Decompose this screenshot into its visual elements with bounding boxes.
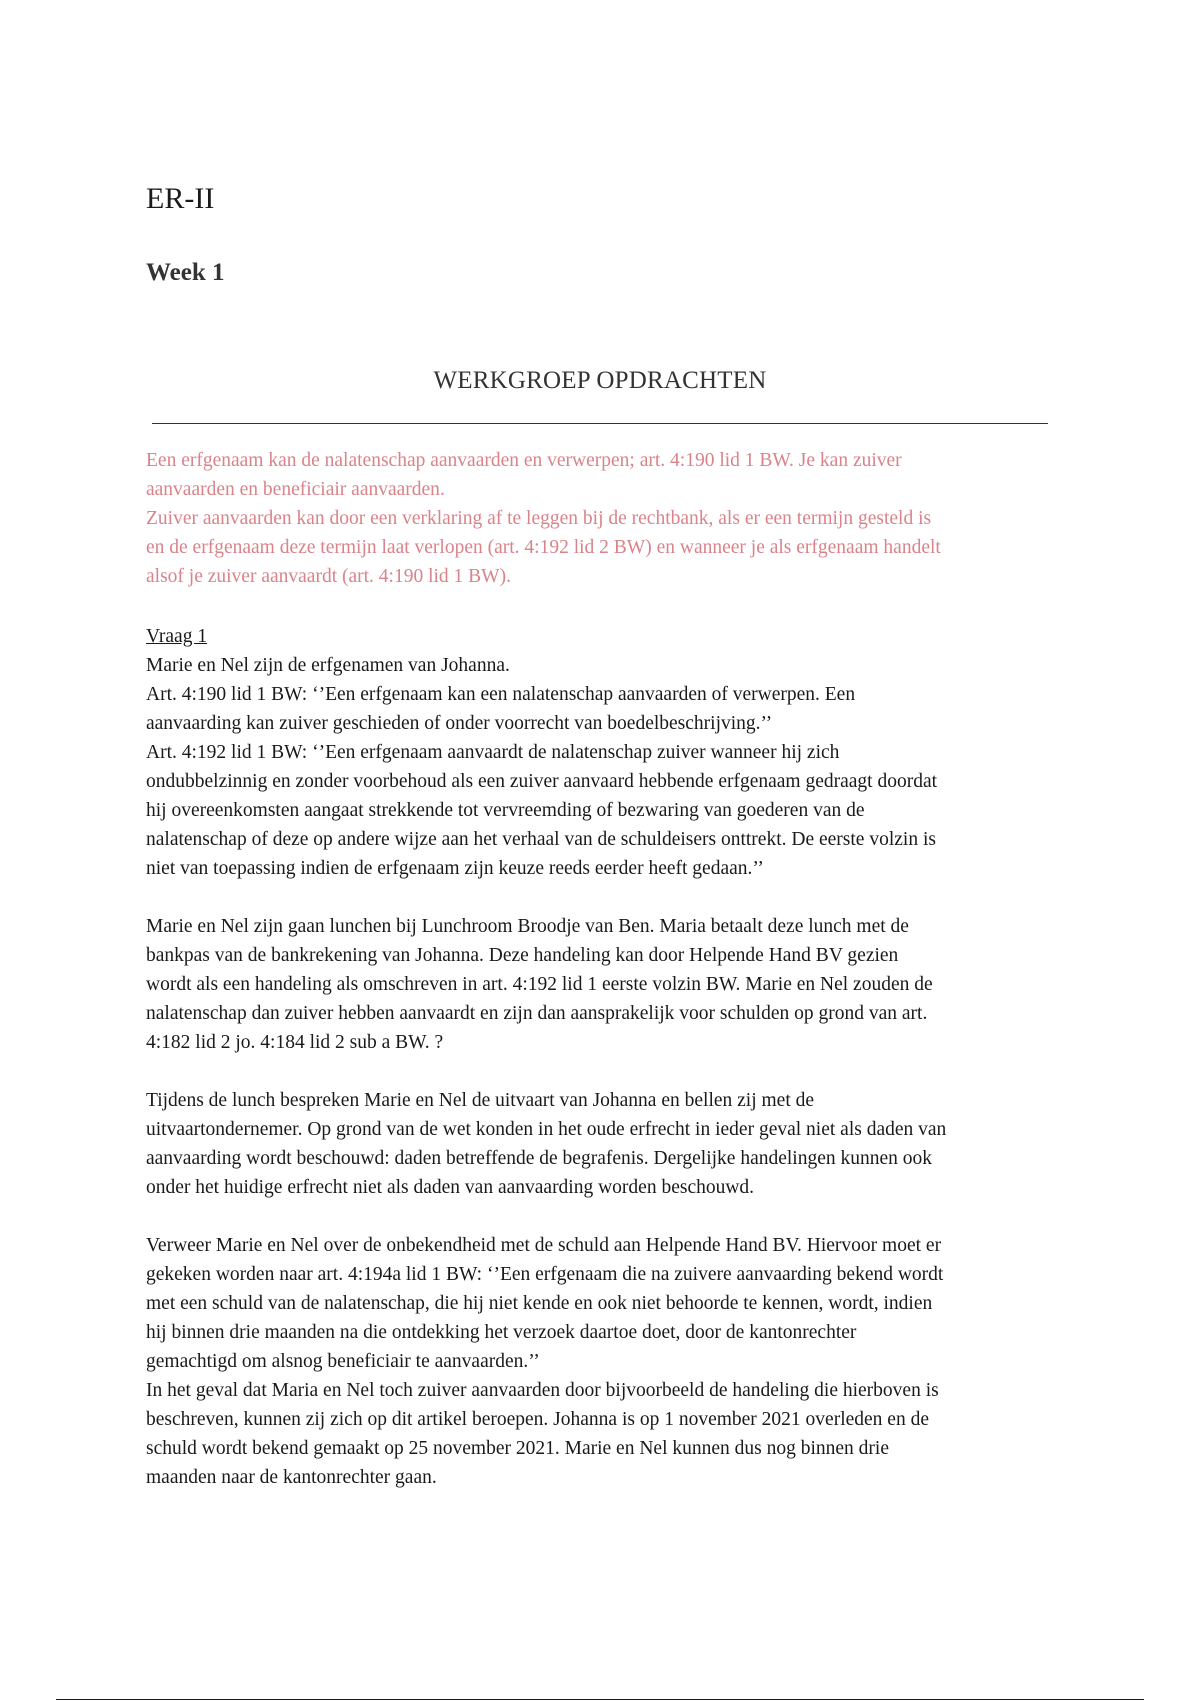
intro-line: en de erfgenaam deze termijn laat verlopen (art. 4:192 lid 2 BW) en wanneer je als erfgenaam handelt bbox=[146, 537, 941, 558]
question-paragraph-1-line: niet van toepassing indien de erfgenaam zijn keuze reeds eerder heeft gedaan.’’ bbox=[146, 858, 764, 879]
question-paragraph-4-line: Verweer Marie en Nel over de onbekendheid met de schuld aan Helpende Hand BV. Hiervoor moet er bbox=[146, 1235, 942, 1256]
question-paragraph-2-line: bankpas van de bankrekening van Johanna. Deze handeling kan door Helpende Hand BV gezien bbox=[146, 945, 899, 966]
section-title: WERKGROEP OPDRACHTEN bbox=[433, 367, 767, 394]
question-paragraph-4-line: met een schuld van de nalatenschap, die hij niet kende en ook niet behoorde te kennen, wordt, indien bbox=[146, 1293, 933, 1314]
question-paragraph-1-line: hij overeenkomsten aangaat strekkende tot vervreemding of bezwaring van goederen van de bbox=[146, 800, 865, 821]
question-paragraph-4-line: beschreven, kunnen zij zich op dit artikel beroepen. Johanna is op 1 november 2021 overleden en de bbox=[146, 1409, 929, 1430]
week-heading: Week 1 bbox=[146, 259, 225, 286]
paragraph-gap bbox=[146, 1057, 1066, 1086]
question-paragraph-3-line: Tijdens de lunch bespreken Marie en Nel de uitvaart van Johanna en bellen zij met de bbox=[146, 1090, 815, 1111]
question-paragraph-4-line: schuld wordt bekend gemaakt op 25 november 2021. Marie en Nel kunnen dus nog binnen drie bbox=[146, 1438, 889, 1459]
question-paragraph-1-line: aanvaarding kan zuiver geschieden of onder voorrecht van boedelbeschrijving.’’ bbox=[146, 713, 773, 734]
question-paragraph-1-line: Art. 4:190 lid 1 BW: ‘’Een erfgenaam kan een nalatenschap aanvaarden of verwerpen. Een bbox=[146, 684, 856, 705]
question-paragraph-4-line: gekeken worden naar art. 4:194a lid 1 BW: ‘’Een erfgenaam die na zuivere aanvaarding bekend wordt bbox=[146, 1264, 944, 1285]
question-paragraph-4-line: hij binnen drie maanden na die ontdekking het verzoek daartoe doet, door de kantonrechter bbox=[146, 1322, 857, 1343]
intro-line: Een erfgenaam kan de nalatenschap aanvaarden en verwerpen; art. 4:190 lid 1 BW. Je kan zuiver bbox=[146, 450, 902, 471]
question-paragraph-4-line: In het geval dat Maria en Nel toch zuiver aanvaarden door bijvoorbeeld de handeling die hierboven is bbox=[146, 1380, 939, 1401]
question-paragraph-4-line: gemachtigd om alsnog beneficiair te aanvaarden.’’ bbox=[146, 1351, 540, 1372]
question-1-section bbox=[146, 622, 1066, 1492]
question-paragraph-1-line: ondubbelzinnig en zonder voorbehoud als een zuiver aanvaard hebbende erfgenaam gedraagt doordat bbox=[146, 771, 938, 792]
question-paragraph-3-line: aanvaarding wordt beschouwd: daden betreffende de begrafenis. Dergelijke handelingen kunnen ook bbox=[146, 1148, 933, 1169]
intro-line: alsof je zuiver aanvaardt (art. 4:190 lid 1 BW). bbox=[146, 566, 511, 587]
question-paragraph-2-line: Marie en Nel zijn gaan lunchen bij Lunchroom Broodje van Ben. Maria betaalt deze lunch met de bbox=[146, 916, 909, 937]
intro-line: aanvaarden en beneficiair aanvaarden. bbox=[146, 479, 445, 500]
document-title: ER-II bbox=[146, 182, 215, 215]
intro-line: Zuiver aanvaarden kan door een verklaring af te leggen bij de rechtbank, als er een termijn gesteld is bbox=[146, 508, 932, 529]
question-paragraph-2-line: nalatenschap dan zuiver hebben aanvaardt en zijn dan aansprakelijk voor schulden op grond van art. bbox=[146, 1003, 928, 1024]
paragraph-gap bbox=[146, 883, 1066, 912]
question-paragraph-2-line: 4:182 lid 2 jo. 4:184 lid 2 sub a BW. ? bbox=[146, 1032, 444, 1053]
intro-paragraph bbox=[146, 446, 1066, 591]
question-label: Vraag 1 bbox=[146, 626, 208, 647]
question-paragraph-1-line: Art. 4:192 lid 1 BW: ‘’Een erfgenaam aanvaardt de nalatenschap zuiver wanneer hij zich bbox=[146, 742, 840, 763]
question-paragraph-1-line: Marie en Nel zijn de erfgenamen van Johanna. bbox=[146, 655, 510, 676]
question-paragraph-3-line: uitvaartondernemer. Op grond van de wet konden in het oude erfrecht in ieder geval niet als daden van bbox=[146, 1119, 947, 1140]
question-paragraph-2-line: wordt als een handeling als omschreven in art. 4:192 lid 1 eerste volzin BW. Marie en Nel zouden de bbox=[146, 974, 933, 995]
question-paragraph-4-line: maanden naar de kantonrechter gaan. bbox=[146, 1467, 437, 1488]
question-paragraph-1-line: nalatenschap of deze op andere wijze aan het verhaal van de schuldeisers onttrekt. De eerste volzin is bbox=[146, 829, 936, 850]
question-paragraph-3-line: onder het huidige erfrecht niet als daden van aanvaarding worden beschouwd. bbox=[146, 1177, 755, 1198]
paragraph-gap bbox=[146, 1202, 1066, 1231]
section-title-rule bbox=[152, 423, 1048, 424]
